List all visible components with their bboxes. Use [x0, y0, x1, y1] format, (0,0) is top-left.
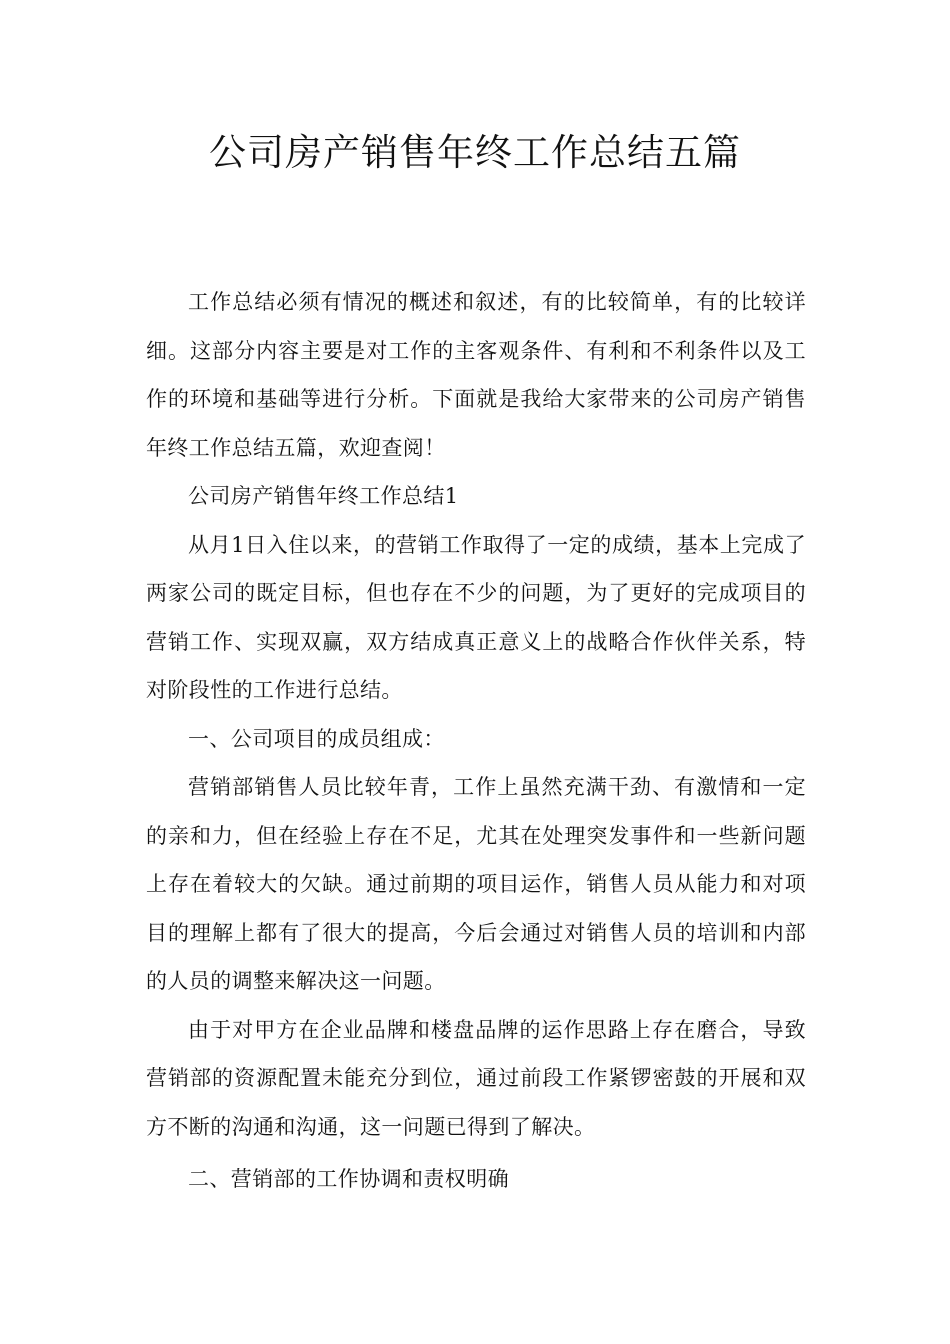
document-title: 公司房产销售年终工作总结五篇: [209, 131, 741, 174]
intro-paragraph: 工作总结必须有情况的概述和叙述，有的比较简单，有的比较详细。这部分内容主要是对工作的主客观条件、有利和不利条件以及工作的环境和基础等进行分析。下面就是我给大家带来的公司房产销售年终工作总结五篇，欢迎查阅！: [146, 290, 806, 460]
document-body: [146, 278, 806, 1204]
body-paragraph-3: 由于对甲方在企业品牌和楼盘品牌的运作思路上存在磨合，导致营销部的资源配置未能充分到位，通过前段工作紧锣密鼓的开展和双方不断的沟通和沟通，这一问题已得到了解决。: [146, 1017, 806, 1139]
body-paragraph-2: 营销部销售人员比较年青，工作上虽然充满干劲、有激情和一定的亲和力，但在经验上存在不足，尤其在处理突发事件和一些新问题上存在着较大的欠缺。通过前期的项目运作，销售人员从能力和对项目的理解上都有了很大的提高，今后会通过对销售人员的培训和内部的人员的调整来解决这一问题。: [146, 775, 806, 993]
subsection-heading-2: 二、营销部的工作协调和责权明确: [188, 1167, 509, 1191]
section-heading-1: 公司房产销售年终工作总结1: [188, 484, 459, 508]
body-paragraph-1: 从月1日入住以来，的营销工作取得了一定的成绩，基本上完成了两家公司的既定目标，但也存在不少的问题，为了更好的完成项目的营销工作、实现双赢，双方结成真正意义上的战略合作伙伴关系，特对阶段性的工作进行总结。: [146, 532, 806, 702]
subsection-heading-1: 一、公司项目的成员组成：: [188, 726, 445, 751]
